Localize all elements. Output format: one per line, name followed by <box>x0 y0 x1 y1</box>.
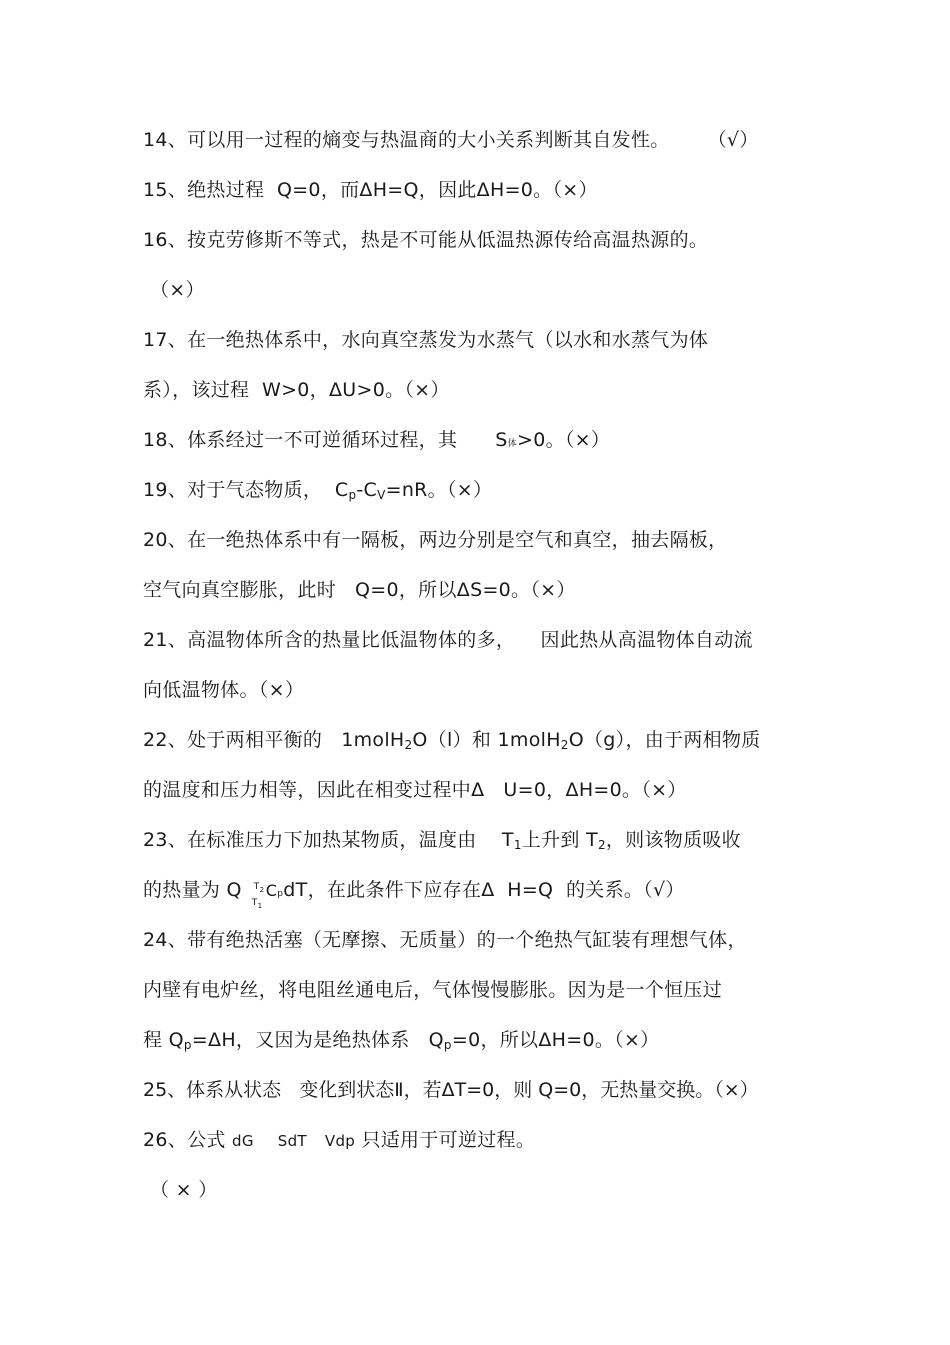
item-23-text-b: 上升到 T <box>521 829 598 851</box>
item-26-line-2: （ × ） <box>150 1179 218 1201</box>
item-24-line-3 <box>143 1026 659 1054</box>
item-19-sub-v: V <box>377 488 386 502</box>
item-26-text-b: 只适用于可逆过程。 <box>355 1129 536 1151</box>
item-18-answer: >0。（×） <box>516 429 611 451</box>
item-24-text-b: =ΔH，又因为是绝热体系 Q <box>191 1029 444 1051</box>
upper-limit-sub: 2 <box>259 886 265 894</box>
item-22-sub-a: 2 <box>404 738 413 752</box>
item-23-text-c: ，则该物质吸收 <box>605 829 741 851</box>
item-24-text-c: =0，所以ΔH=0。（×） <box>451 1029 660 1051</box>
item-22-text-a: 22、处于两相平衡的 1molH <box>143 729 405 751</box>
item-26-text-a: 26、公式 <box>143 1129 233 1151</box>
item-24-line-1: 24、带有绝热活塞（无摩擦、无质量）的一个绝热气缸装有理想气体， <box>143 929 747 951</box>
item-18-text: 18、体系经过一不可逆循环过程，其 <box>143 429 458 451</box>
item-24-sub-b: p <box>443 1038 452 1052</box>
lower-limit: T <box>251 898 258 908</box>
item-24-sub-a: p <box>183 1038 192 1052</box>
item-21-line-2: 向低温物体。（×） <box>143 679 305 701</box>
item-19-sub-p: p <box>348 488 357 502</box>
item-15-line-1: 15、绝热过程 Q=0，而ΔH=Q，因此ΔH=0。（×） <box>143 179 598 201</box>
item-24-text-a: 程 Q <box>143 1029 184 1051</box>
item-19-text: 19、对于气态物质， C <box>143 479 349 501</box>
item-24-line-2: 内壁有电炉丝，将电阻丝通电后，气体慢慢膨胀。因为是一个恒压过 <box>143 979 723 1001</box>
item-19-cv: -C <box>356 479 378 501</box>
item-19-answer: =nR。（×） <box>385 479 493 501</box>
item-25-line-1: 25、体系从状态 变化到状态Ⅱ，若ΔT=0，则 Q=0，无热量交换。（×） <box>143 1079 759 1101</box>
formula-dg: dG <box>232 1132 254 1150</box>
item-16-line-1: 16、按克劳修斯不等式，热是不可能从低温热源传给高温热源的。 <box>143 229 709 251</box>
cp-symbol: C <box>265 881 278 900</box>
item-23-heat-label: 的热量为 Q <box>143 879 242 901</box>
item-23-sub-2: 2 <box>597 838 606 852</box>
item-23-text-a: 23、在标准压力下加热某物质，温度由 T <box>143 829 514 851</box>
formula-vdp: Vdp <box>324 1132 356 1150</box>
item-22-text-b: O（l）和 1molH <box>412 729 561 751</box>
item-23-line-1 <box>143 826 741 854</box>
formula-sdt: SdT <box>277 1132 307 1150</box>
item-17-line-2: 系），该过程 W>0，ΔU>0。（×） <box>143 379 450 401</box>
item-22-line-1 <box>143 726 761 754</box>
lower-limit-sub: 1 <box>257 902 263 910</box>
item-21-line-1: 21、高温物体所含的热量比低温物体的多， 因此热从高温物体自动流 <box>143 629 753 651</box>
item-26-line-1 <box>143 1126 535 1155</box>
cp-subscript: p <box>277 889 284 899</box>
item-18-line-1 <box>143 426 610 458</box>
item-23-sub-1: 1 <box>513 838 522 852</box>
item-22-sub-b: 2 <box>560 738 569 752</box>
item-17-line-1: 17、在一绝热体系中，水向真空蒸发为水蒸气（以水和水蒸气为体 <box>143 329 709 351</box>
integral-limits <box>242 876 266 910</box>
item-22-text-c: O（g），由于两相物质 <box>568 729 761 751</box>
item-20-line-2: 空气向真空膨胀，此时 Q=0，所以ΔS=0。（×） <box>143 579 576 601</box>
item-23-text-d: dT，在此条件下应存在Δ H=Q 的关系。（√） <box>283 879 685 901</box>
item-23-line-2 <box>143 876 685 908</box>
item-19-line-1 <box>143 476 492 504</box>
entropy-subscript: 体 <box>507 439 517 449</box>
entropy-symbol: S <box>495 429 508 451</box>
item-22-line-2: 的温度和压力相等，因此在相变过程中Δ U=0，ΔH=0。（×） <box>143 779 687 801</box>
item-16-line-2: （×） <box>150 279 205 301</box>
item-20-line-1: 20、在一绝热体系中有一隔板，两边分别是空气和真空，抽去隔板， <box>143 529 728 551</box>
item-14-line-1: 14、可以用一过程的熵变与热温商的大小关系判断其自发性。 （√） <box>143 129 759 151</box>
upper-limit: T <box>253 882 260 892</box>
